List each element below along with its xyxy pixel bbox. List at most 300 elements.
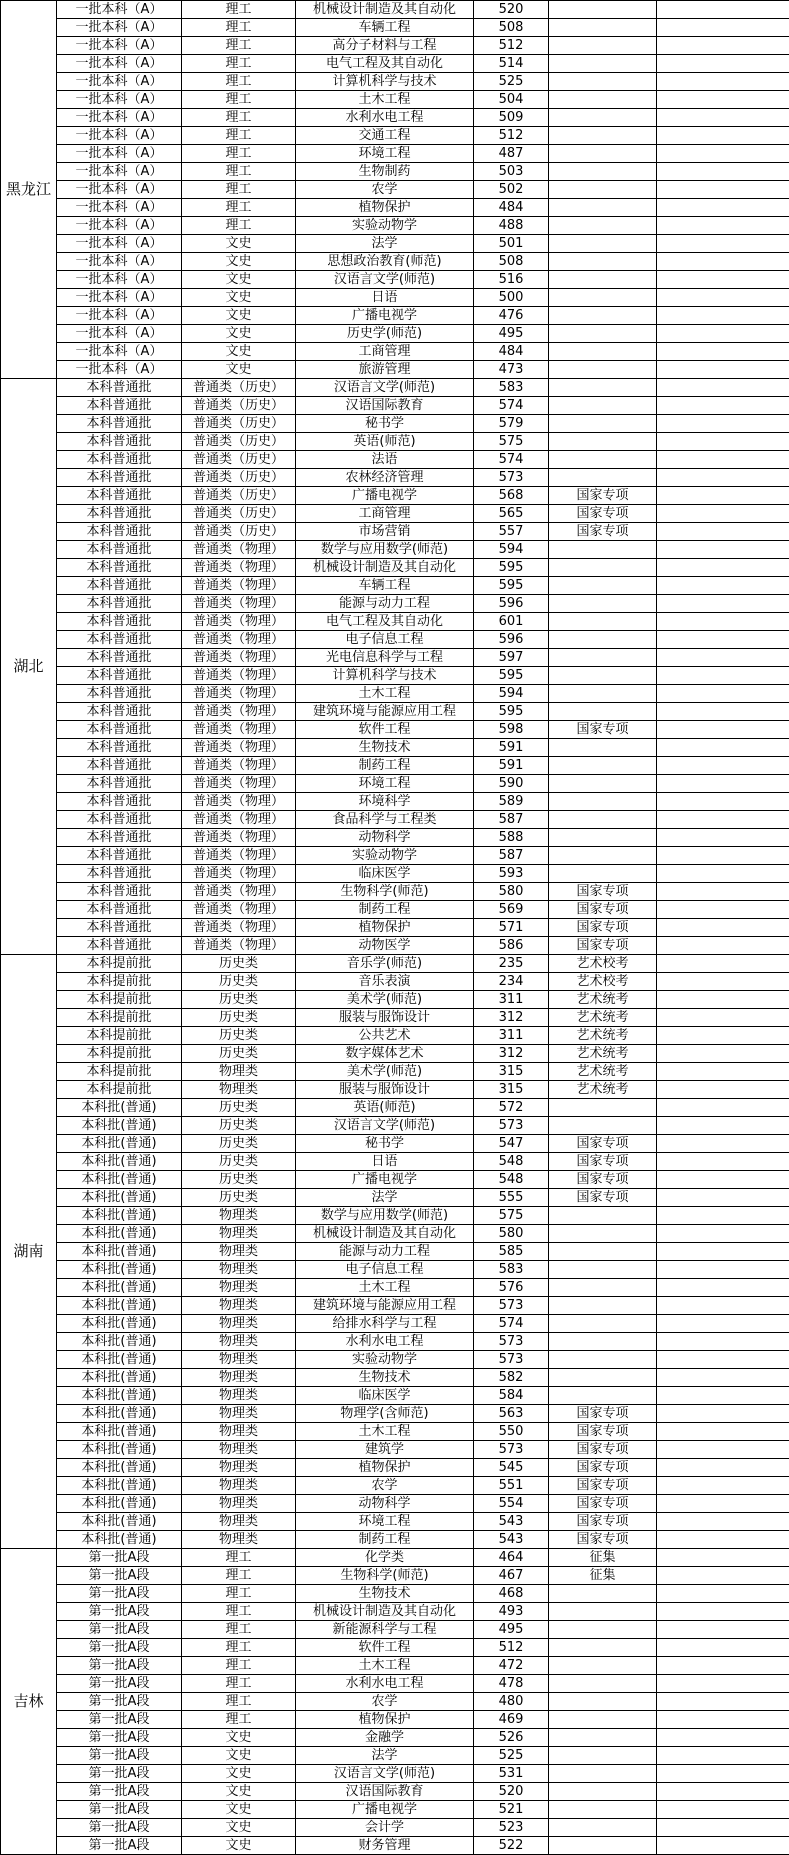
note-cell (549, 1117, 657, 1135)
batch-cell: 本科批(普通) (57, 1135, 182, 1153)
table-row (1, 1603, 789, 1621)
category-cell: 理工 (182, 37, 296, 55)
empty-cell (657, 289, 789, 307)
score-cell: 579 (474, 415, 549, 433)
note-cell (549, 1333, 657, 1351)
table-row (1, 1513, 789, 1531)
score-cell: 572 (474, 1099, 549, 1117)
empty-cell (657, 55, 789, 73)
table-row (1, 1, 789, 19)
empty-cell (657, 811, 789, 829)
score-cell: 525 (474, 73, 549, 91)
note-cell (549, 415, 657, 433)
major-cell: 汉语国际教育 (296, 397, 474, 415)
score-cell: 555 (474, 1189, 549, 1207)
note-cell (549, 109, 657, 127)
empty-cell (657, 1369, 789, 1387)
score-cell: 587 (474, 847, 549, 865)
note-cell: 国家专项 (549, 1477, 657, 1495)
province-cell: 黑龙江 (1, 1, 57, 379)
batch-cell: 第一批A段 (57, 1585, 182, 1603)
score-cell: 573 (474, 1441, 549, 1459)
category-cell: 历史类 (182, 1009, 296, 1027)
note-cell: 国家专项 (549, 1423, 657, 1441)
note-cell (549, 325, 657, 343)
note-cell (549, 649, 657, 667)
major-cell: 植物保护 (296, 1459, 474, 1477)
table-row (1, 1369, 789, 1387)
score-cell: 523 (474, 1819, 549, 1837)
major-cell: 英语(师范) (296, 433, 474, 451)
category-cell: 普通类（物理） (182, 883, 296, 901)
major-cell: 广播电视学 (296, 1801, 474, 1819)
category-cell: 物理类 (182, 1351, 296, 1369)
note-cell: 国家专项 (549, 919, 657, 937)
category-cell: 物理类 (182, 1459, 296, 1477)
score-cell: 476 (474, 307, 549, 325)
category-cell: 物理类 (182, 1477, 296, 1495)
score-cell: 586 (474, 937, 549, 955)
category-cell: 物理类 (182, 1495, 296, 1513)
category-cell: 理工 (182, 1711, 296, 1729)
note-cell: 国家专项 (549, 1441, 657, 1459)
score-cell: 512 (474, 1639, 549, 1657)
batch-cell: 本科提前批 (57, 973, 182, 991)
batch-cell: 本科批(普通) (57, 1351, 182, 1369)
note-cell (549, 19, 657, 37)
score-cell: 568 (474, 487, 549, 505)
score-cell: 235 (474, 955, 549, 973)
note-cell (549, 1225, 657, 1243)
score-cell: 526 (474, 1729, 549, 1747)
category-cell: 文史 (182, 235, 296, 253)
empty-cell (657, 1279, 789, 1297)
empty-cell (657, 1783, 789, 1801)
major-cell: 汉语言文学(师范) (296, 1765, 474, 1783)
empty-cell (657, 901, 789, 919)
note-cell (549, 865, 657, 883)
batch-cell: 第一批A段 (57, 1657, 182, 1675)
score-cell: 315 (474, 1081, 549, 1099)
score-cell: 464 (474, 1549, 549, 1567)
score-cell: 573 (474, 469, 549, 487)
empty-cell (657, 1333, 789, 1351)
score-cell: 473 (474, 361, 549, 379)
category-cell: 物理类 (182, 1531, 296, 1549)
major-cell: 生物制药 (296, 163, 474, 181)
category-cell: 理工 (182, 1, 296, 19)
category-cell: 物理类 (182, 1369, 296, 1387)
table-row (1, 1765, 789, 1783)
score-cell: 484 (474, 199, 549, 217)
major-cell: 建筑环境与能源应用工程 (296, 703, 474, 721)
empty-cell (657, 1693, 789, 1711)
note-cell: 国家专项 (549, 1153, 657, 1171)
note-cell (549, 55, 657, 73)
batch-cell: 一批本科（A） (57, 235, 182, 253)
note-cell (549, 271, 657, 289)
major-cell: 数学与应用数学(师范) (296, 541, 474, 559)
score-cell: 595 (474, 703, 549, 721)
note-cell (549, 1639, 657, 1657)
table-row (1, 397, 789, 415)
table-row (1, 1225, 789, 1243)
batch-cell: 本科批(普通) (57, 1297, 182, 1315)
major-cell: 秘书学 (296, 415, 474, 433)
province-cell: 湖南 (1, 955, 57, 1549)
table-row (1, 1297, 789, 1315)
table-row (1, 1207, 789, 1225)
score-cell: 508 (474, 19, 549, 37)
category-cell: 文史 (182, 1765, 296, 1783)
table-row (1, 1837, 789, 1855)
category-cell: 理工 (182, 1567, 296, 1585)
note-cell (549, 1, 657, 19)
score-cell: 548 (474, 1153, 549, 1171)
empty-cell (657, 523, 789, 541)
major-cell: 高分子材料与工程 (296, 37, 474, 55)
score-cell: 488 (474, 217, 549, 235)
table-row (1, 1117, 789, 1135)
note-cell: 征集 (549, 1549, 657, 1567)
note-cell (549, 1711, 657, 1729)
score-cell: 569 (474, 901, 549, 919)
empty-cell (657, 1225, 789, 1243)
score-cell: 487 (474, 145, 549, 163)
major-cell: 生物技术 (296, 1369, 474, 1387)
note-cell: 国家专项 (549, 937, 657, 955)
category-cell: 普通类（物理） (182, 613, 296, 631)
major-cell: 实验动物学 (296, 217, 474, 235)
category-cell: 历史类 (182, 1153, 296, 1171)
batch-cell: 本科提前批 (57, 991, 182, 1009)
batch-cell: 第一批A段 (57, 1747, 182, 1765)
batch-cell: 本科普通批 (57, 379, 182, 397)
batch-cell: 一批本科（A） (57, 181, 182, 199)
empty-cell (657, 955, 789, 973)
table-row (1, 1585, 789, 1603)
major-cell: 植物保护 (296, 199, 474, 217)
category-cell: 理工 (182, 91, 296, 109)
batch-cell: 本科提前批 (57, 955, 182, 973)
major-cell: 光电信息科学与工程 (296, 649, 474, 667)
table-row (1, 487, 789, 505)
batch-cell: 本科提前批 (57, 1081, 182, 1099)
major-cell: 环境科学 (296, 793, 474, 811)
table-row (1, 91, 789, 109)
score-cell: 591 (474, 739, 549, 757)
table-row (1, 1045, 789, 1063)
category-cell: 理工 (182, 199, 296, 217)
table-row (1, 1027, 789, 1045)
batch-cell: 本科普通批 (57, 631, 182, 649)
major-cell: 土木工程 (296, 1657, 474, 1675)
table-row (1, 541, 789, 559)
table-row (1, 883, 789, 901)
category-cell: 物理类 (182, 1387, 296, 1405)
empty-cell (657, 739, 789, 757)
note-cell (549, 37, 657, 55)
batch-cell: 本科提前批 (57, 1009, 182, 1027)
batch-cell: 本科批(普通) (57, 1243, 182, 1261)
category-cell: 理工 (182, 181, 296, 199)
note-cell (549, 1621, 657, 1639)
batch-cell: 第一批A段 (57, 1729, 182, 1747)
batch-cell: 本科普通批 (57, 595, 182, 613)
score-cell: 495 (474, 325, 549, 343)
batch-cell: 本科普通批 (57, 865, 182, 883)
note-cell (549, 343, 657, 361)
category-cell: 理工 (182, 109, 296, 127)
score-cell: 512 (474, 37, 549, 55)
category-cell: 普通类（历史） (182, 523, 296, 541)
empty-cell (657, 1567, 789, 1585)
table-row (1, 919, 789, 937)
note-cell: 国家专项 (549, 883, 657, 901)
score-cell: 521 (474, 1801, 549, 1819)
table-row (1, 1693, 789, 1711)
category-cell: 普通类（物理） (182, 649, 296, 667)
major-cell: 金融学 (296, 1729, 474, 1747)
major-cell: 法学 (296, 1747, 474, 1765)
major-cell: 生物科学(师范) (296, 883, 474, 901)
note-cell (549, 1315, 657, 1333)
major-cell: 美术学(师范) (296, 991, 474, 1009)
table-row (1, 1783, 789, 1801)
note-cell (549, 1585, 657, 1603)
score-cell: 520 (474, 1, 549, 19)
table-row (1, 1567, 789, 1585)
table-row (1, 469, 789, 487)
category-cell: 文史 (182, 307, 296, 325)
note-cell (549, 1675, 657, 1693)
major-cell: 数字媒体艺术 (296, 1045, 474, 1063)
table-row (1, 253, 789, 271)
table-row (1, 793, 789, 811)
score-cell: 512 (474, 127, 549, 145)
major-cell: 法语 (296, 451, 474, 469)
score-cell: 467 (474, 1567, 549, 1585)
category-cell: 普通类（物理） (182, 919, 296, 937)
note-cell (549, 163, 657, 181)
major-cell: 服装与服饰设计 (296, 1009, 474, 1027)
major-cell: 汉语国际教育 (296, 1783, 474, 1801)
note-cell: 国家专项 (549, 523, 657, 541)
table-body (1, 1, 789, 1855)
major-cell: 临床医学 (296, 865, 474, 883)
table-row (1, 1639, 789, 1657)
major-cell: 交通工程 (296, 127, 474, 145)
note-cell (549, 289, 657, 307)
category-cell: 历史类 (182, 1171, 296, 1189)
major-cell: 法学 (296, 235, 474, 253)
empty-cell (657, 1189, 789, 1207)
batch-cell: 第一批A段 (57, 1567, 182, 1585)
batch-cell: 本科批(普通) (57, 1477, 182, 1495)
table-row (1, 1189, 789, 1207)
major-cell: 历史学(师范) (296, 325, 474, 343)
score-cell: 547 (474, 1135, 549, 1153)
note-cell (549, 775, 657, 793)
empty-cell (657, 649, 789, 667)
note-cell (549, 793, 657, 811)
major-cell: 计算机科学与技术 (296, 667, 474, 685)
empty-cell (657, 1063, 789, 1081)
score-cell: 589 (474, 793, 549, 811)
empty-cell (657, 145, 789, 163)
batch-cell: 第一批A段 (57, 1837, 182, 1855)
table-row (1, 1099, 789, 1117)
score-cell: 509 (474, 109, 549, 127)
category-cell: 物理类 (182, 1207, 296, 1225)
score-cell: 557 (474, 523, 549, 541)
table-row (1, 1477, 789, 1495)
batch-cell: 本科普通批 (57, 541, 182, 559)
empty-cell (657, 73, 789, 91)
category-cell: 物理类 (182, 1513, 296, 1531)
empty-cell (657, 685, 789, 703)
note-cell (549, 253, 657, 271)
batch-cell: 本科批(普通) (57, 1423, 182, 1441)
note-cell: 艺术校考 (549, 955, 657, 973)
empty-cell (657, 1819, 789, 1837)
table-row (1, 1819, 789, 1837)
batch-cell: 本科批(普通) (57, 1315, 182, 1333)
table-row (1, 775, 789, 793)
batch-cell: 第一批A段 (57, 1549, 182, 1567)
major-cell: 广播电视学 (296, 1171, 474, 1189)
major-cell: 土木工程 (296, 1279, 474, 1297)
batch-cell: 本科批(普通) (57, 1099, 182, 1117)
score-cell: 574 (474, 1315, 549, 1333)
category-cell: 普通类（物理） (182, 721, 296, 739)
score-cell: 312 (474, 1009, 549, 1027)
table-row (1, 739, 789, 757)
batch-cell: 本科批(普通) (57, 1207, 182, 1225)
major-cell: 软件工程 (296, 721, 474, 739)
score-cell: 554 (474, 1495, 549, 1513)
empty-cell (657, 1621, 789, 1639)
empty-cell (657, 1711, 789, 1729)
major-cell: 植物保护 (296, 1711, 474, 1729)
major-cell: 实验动物学 (296, 847, 474, 865)
batch-cell: 本科批(普通) (57, 1495, 182, 1513)
score-cell: 576 (474, 1279, 549, 1297)
empty-cell (657, 1459, 789, 1477)
empty-cell (657, 253, 789, 271)
batch-cell: 一批本科（A） (57, 19, 182, 37)
table-row (1, 1279, 789, 1297)
note-cell (549, 145, 657, 163)
score-cell: 601 (474, 613, 549, 631)
major-cell: 电气工程及其自动化 (296, 613, 474, 631)
score-cell: 594 (474, 541, 549, 559)
note-cell (549, 235, 657, 253)
major-cell: 公共艺术 (296, 1027, 474, 1045)
note-cell (549, 379, 657, 397)
table-row (1, 1441, 789, 1459)
score-cell: 571 (474, 919, 549, 937)
score-cell: 468 (474, 1585, 549, 1603)
note-cell (549, 1783, 657, 1801)
category-cell: 文史 (182, 1837, 296, 1855)
category-cell: 物理类 (182, 1081, 296, 1099)
batch-cell: 本科批(普通) (57, 1117, 182, 1135)
category-cell: 物理类 (182, 1063, 296, 1081)
category-cell: 理工 (182, 163, 296, 181)
table-row (1, 811, 789, 829)
score-cell: 543 (474, 1513, 549, 1531)
major-cell: 音乐表演 (296, 973, 474, 991)
category-cell: 理工 (182, 217, 296, 235)
table-row (1, 1135, 789, 1153)
major-cell: 计算机科学与技术 (296, 73, 474, 91)
category-cell: 文史 (182, 343, 296, 361)
category-cell: 文史 (182, 361, 296, 379)
batch-cell: 一批本科（A） (57, 199, 182, 217)
empty-cell (657, 361, 789, 379)
table-row (1, 847, 789, 865)
batch-cell: 第一批A段 (57, 1801, 182, 1819)
major-cell: 水利水电工程 (296, 109, 474, 127)
score-cell: 550 (474, 1423, 549, 1441)
empty-cell (657, 595, 789, 613)
empty-cell (657, 1297, 789, 1315)
note-cell: 国家专项 (549, 1171, 657, 1189)
note-cell: 艺术统考 (549, 1027, 657, 1045)
major-cell: 食品科学与工程类 (296, 811, 474, 829)
table-row (1, 145, 789, 163)
empty-cell (657, 181, 789, 199)
category-cell: 普通类（物理） (182, 685, 296, 703)
table-row (1, 181, 789, 199)
batch-cell: 一批本科（A） (57, 55, 182, 73)
table-row (1, 163, 789, 181)
empty-cell (657, 127, 789, 145)
major-cell: 植物保护 (296, 919, 474, 937)
category-cell: 理工 (182, 1639, 296, 1657)
note-cell (549, 1369, 657, 1387)
note-cell (549, 469, 657, 487)
major-cell: 动物科学 (296, 1495, 474, 1513)
batch-cell: 一批本科（A） (57, 1, 182, 19)
category-cell: 历史类 (182, 955, 296, 973)
table-row (1, 631, 789, 649)
table-row (1, 1261, 789, 1279)
major-cell: 机械设计制造及其自动化 (296, 559, 474, 577)
note-cell (549, 1801, 657, 1819)
batch-cell: 一批本科（A） (57, 271, 182, 289)
batch-cell: 一批本科（A） (57, 307, 182, 325)
batch-cell: 本科普通批 (57, 739, 182, 757)
score-cell: 311 (474, 1027, 549, 1045)
major-cell: 制药工程 (296, 901, 474, 919)
table-row (1, 901, 789, 919)
note-cell (549, 1243, 657, 1261)
table-row (1, 127, 789, 145)
table-row (1, 1459, 789, 1477)
table-row (1, 37, 789, 55)
table-row (1, 1711, 789, 1729)
batch-cell: 一批本科（A） (57, 91, 182, 109)
empty-cell (657, 559, 789, 577)
score-cell: 551 (474, 1477, 549, 1495)
score-cell: 315 (474, 1063, 549, 1081)
table-row (1, 1315, 789, 1333)
score-cell: 582 (474, 1369, 549, 1387)
empty-cell (657, 1513, 789, 1531)
category-cell: 文史 (182, 289, 296, 307)
